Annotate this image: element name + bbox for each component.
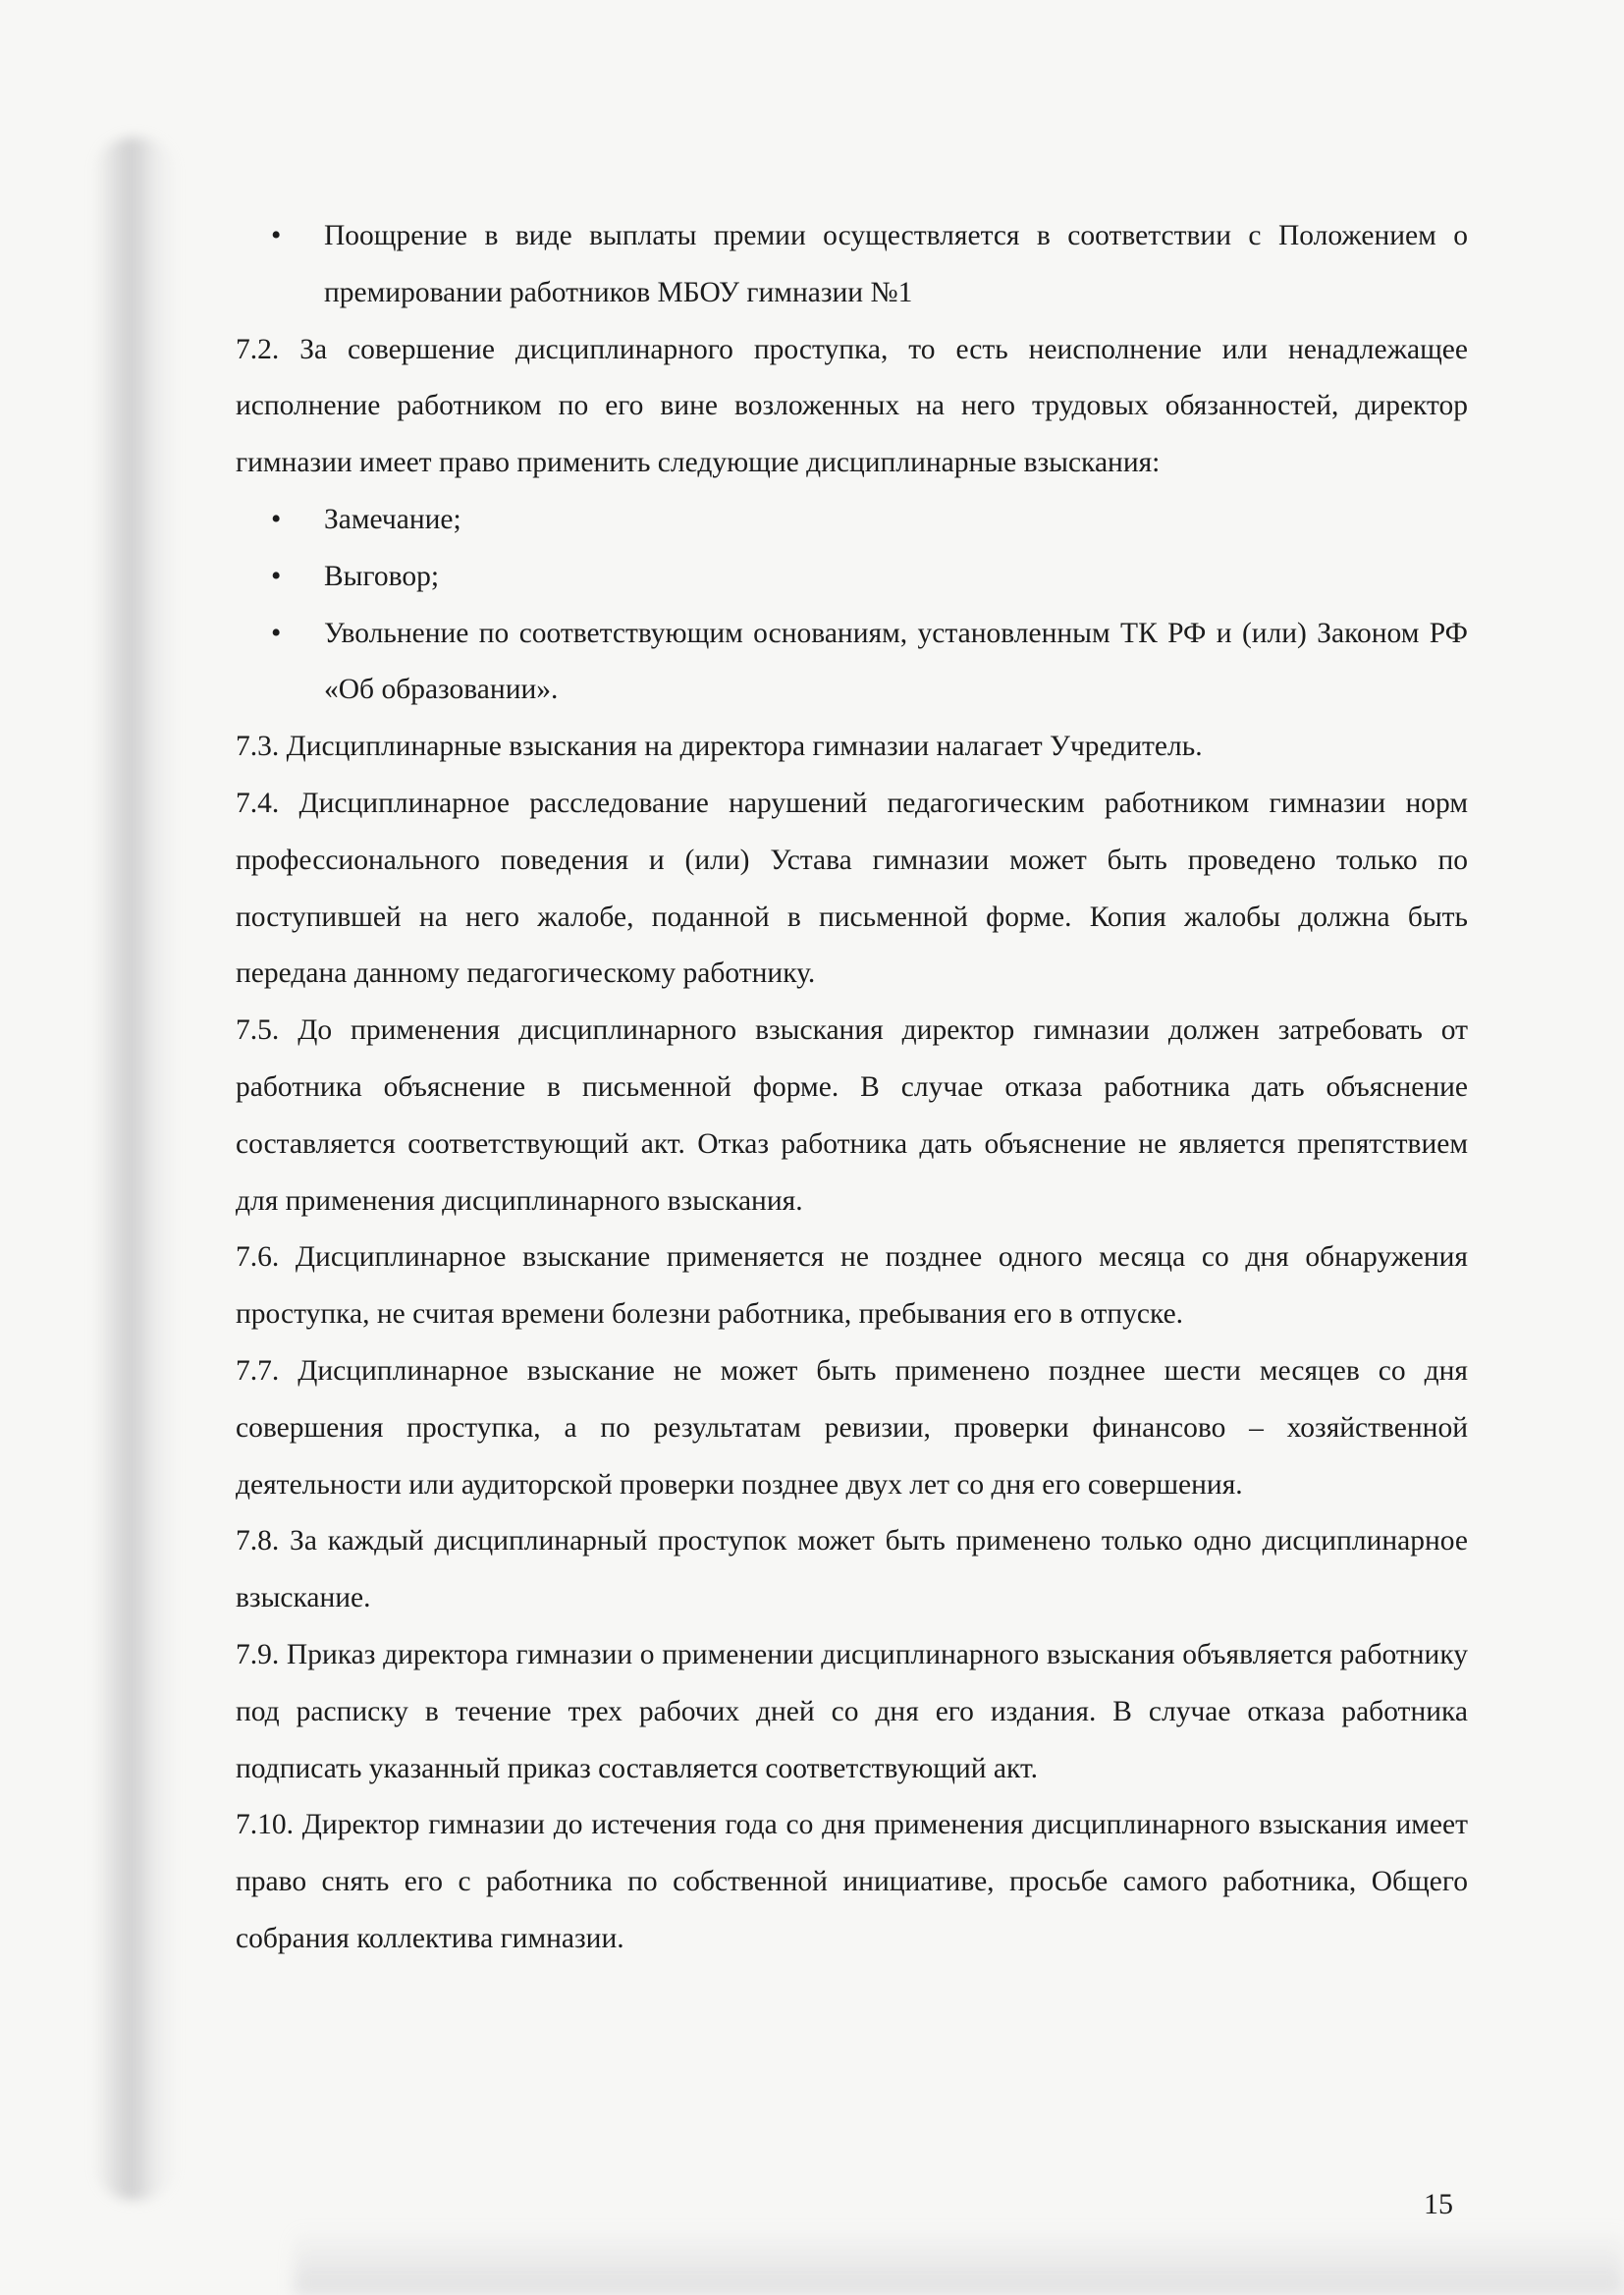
list-item <box>236 208 1468 322</box>
paragraph: 7.8. За каждый дисциплинарный проступок может быть применено только одно дисциплинарное взыскание. <box>236 1525 1468 1614</box>
bullet-icon: • <box>271 560 282 592</box>
list-item <box>236 549 1468 606</box>
paragraph: 7.7. Дисциплинарное взыскание не может быть применено позднее шести месяцев со дня совершения проступка, а по результатам ревизии, проверки финансово – хозяйственной деятельности или аудиторской проверки позднее двух лет со дня его совершения. <box>236 1354 1468 1501</box>
bullet-icon: • <box>271 503 282 535</box>
bullet-icon: • <box>271 220 282 251</box>
list-item <box>236 492 1468 549</box>
page-number: 15 <box>1424 2188 1453 2220</box>
document-body <box>236 208 1468 1968</box>
bullet-icon: • <box>271 617 282 649</box>
paragraph: 7.5. До применения дисциплинарного взыскания директор гимназии должен затребовать от работника объяснение в письменной форме. В случае отказа работника дать объяснение составляется соответствующий акт. Отказ работника дать объяснение не является препятствием для применения дисциплинарного взыскания. <box>236 1014 1468 1217</box>
scan-binding-shadow <box>93 137 177 2200</box>
list-item-text: Увольнение по соответствующим основаниям, установленным ТК РФ и (или) Законом РФ «Об образовании». <box>324 617 1468 706</box>
paragraph: 7.2. За совершение дисциплинарного проступка, то есть неисполнение или ненадлежащее исполнение работником по его вине возложенных на него трудовых обязанностей, директор гимназии имеет право применить следующие дисциплинарные взыскания: <box>236 333 1468 479</box>
list-item-text: Выговор; <box>324 560 440 592</box>
paragraph: 7.10. Директор гимназии до истечения года со дня применения дисциплинарного взыскания имеет право снять его с работника по собственной инициативе, просьбе самого работника, Общего собрания коллектива гимназии. <box>236 1809 1468 1954</box>
paragraph: 7.3. Дисциплинарные взыскания на директора гимназии налагает Учредитель. <box>236 731 1203 763</box>
paragraph: 7.6. Дисциплинарное взыскание применяется не позднее одного месяца со дня обнаружения проступка, не считая времени болезни работника, пребывания его в отпуске. <box>236 1241 1468 1331</box>
scan-bottom-shadow <box>295 2229 1624 2295</box>
paragraph: 7.9. Приказ директора гимназии о применении дисциплинарного взыскания объявляется работнику под расписку в течение трех рабочих дней со дня его издания. В случае отказа работника подписать указанный приказ составляется соответствующий акт. <box>236 1638 1468 1784</box>
list-item <box>236 606 1468 720</box>
list-item-text: Поощрение в виде выплаты премии осуществляется в соответствии с Положением о премировании работников МБОУ гимназии №1 <box>324 220 1468 308</box>
paragraph: 7.4. Дисциплинарное расследование нарушений педагогическим работником гимназии норм профессионального поведения и (или) Устава гимназии может быть проведено только по поступившей на него жалобе, поданной в письменной форме. Копия жалобы должна быть передана данному педагогическому работнику. <box>236 787 1468 990</box>
list-item-text: Замечание; <box>324 503 461 535</box>
